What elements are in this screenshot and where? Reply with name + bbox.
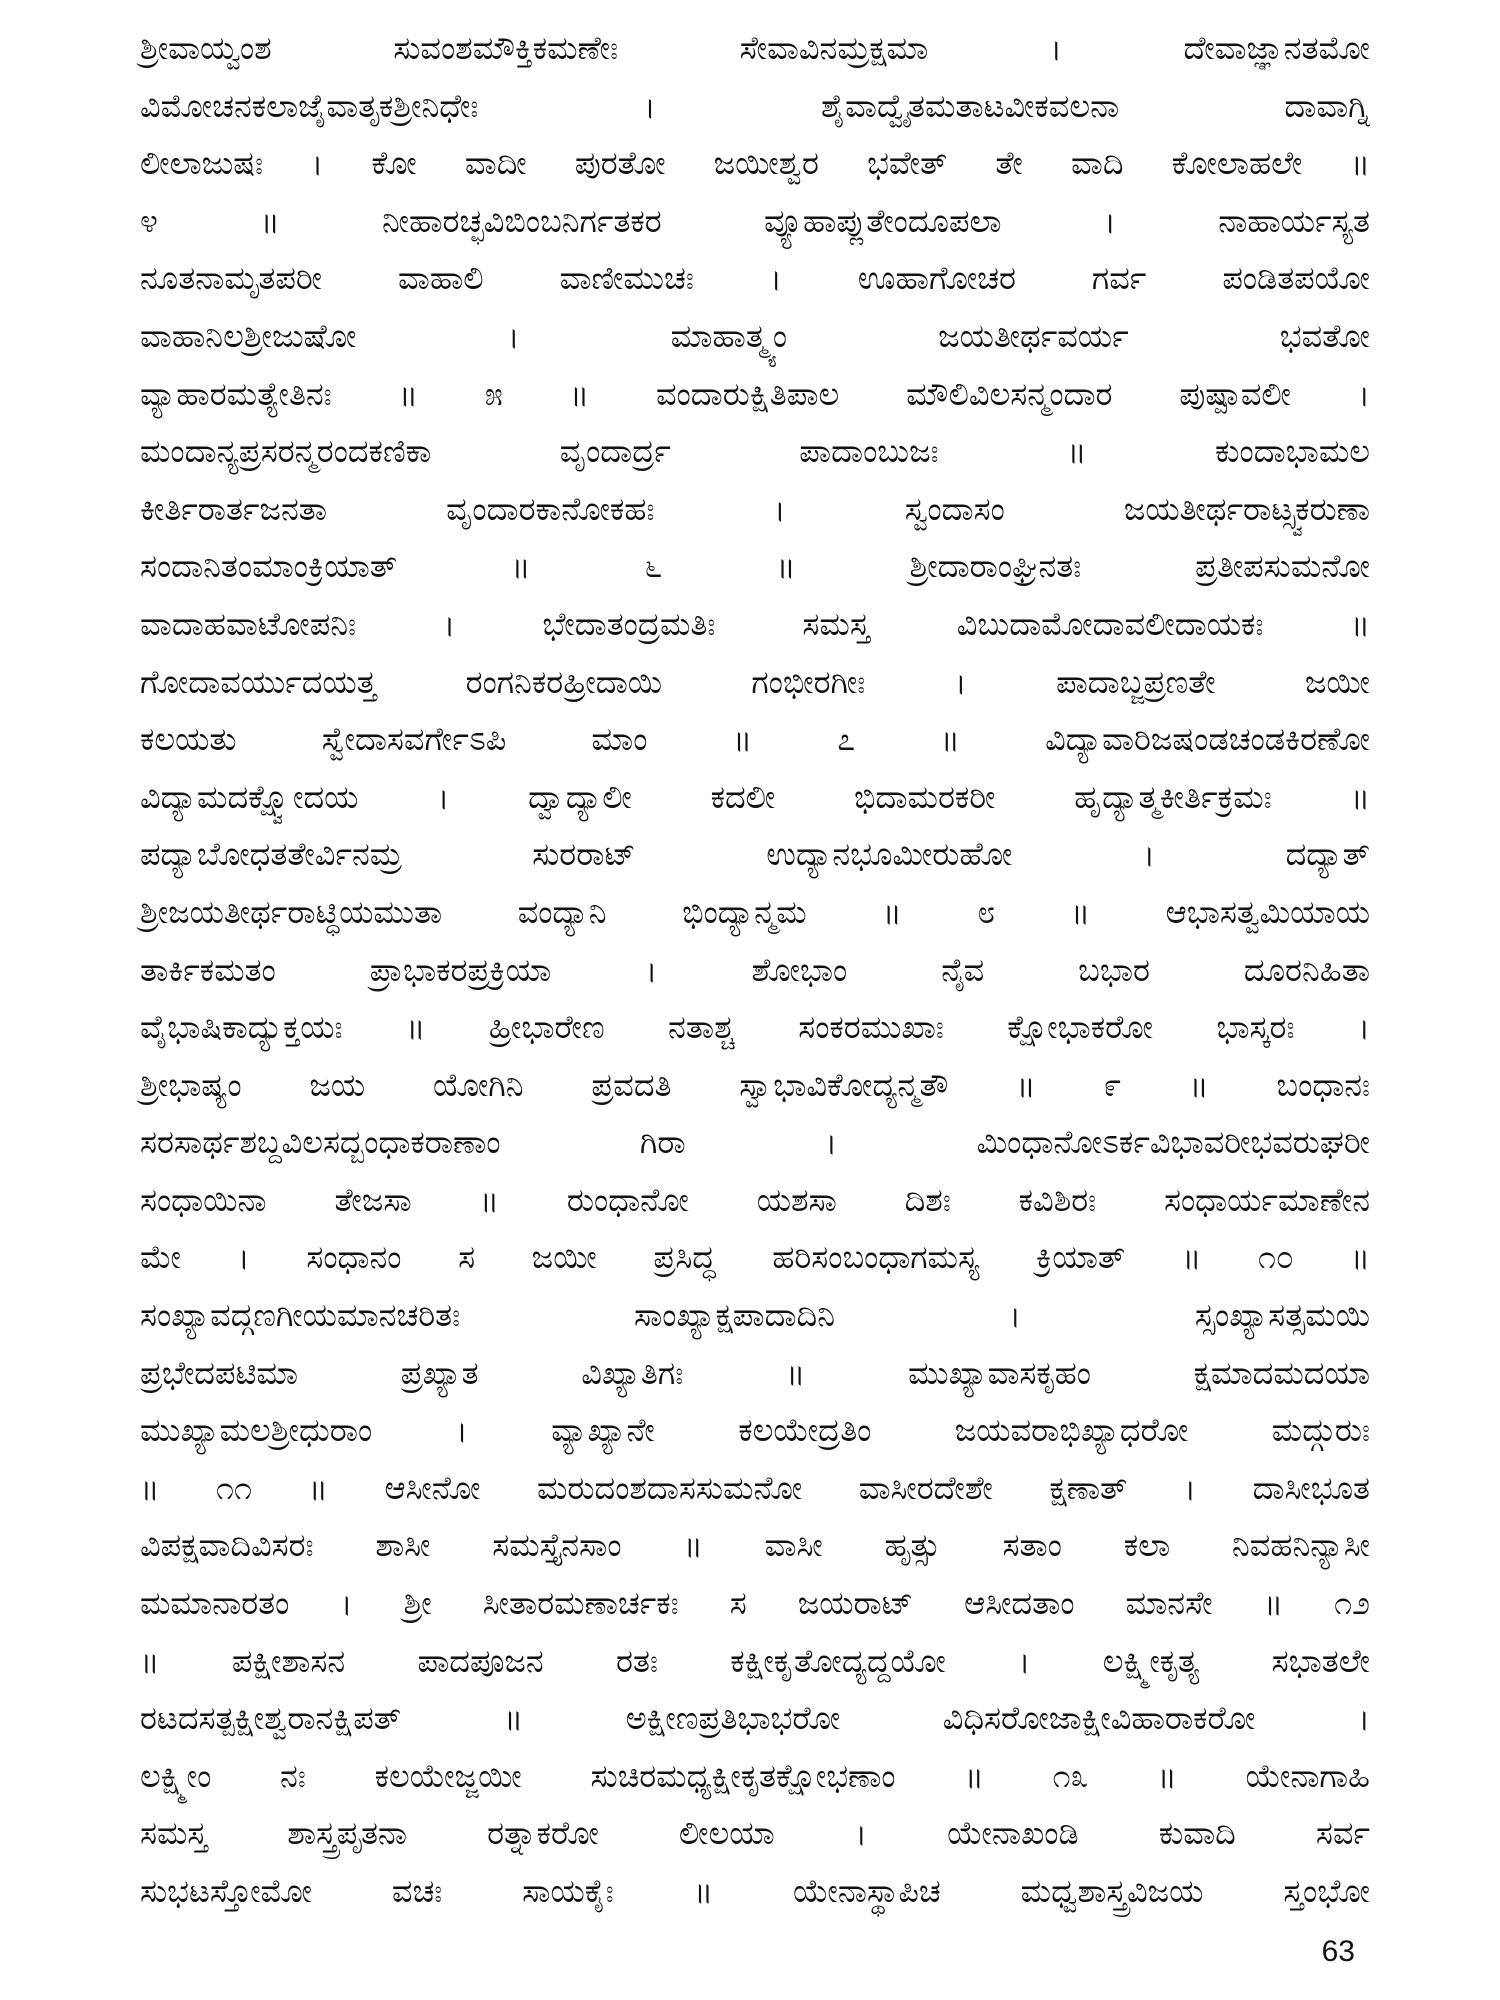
text-line: ಲಕ್ಷ್ಮೀಂ ನಃ ಕಲಯೇಜ್ಜಯೀ ಸುಚಿರಮಧ್ಯಕ್ಷೀಕೃತಕ್ಷೋಭಣಾಂ ॥ ೧೩ ॥ ಯೇನಾಗಾಹಿ	[140, 1756, 1370, 1795]
text-line: ವ್ಯಾಹಾರಮತ್ಯೇತಿನಃ ॥ ೫ ॥ ವಂದಾರುಕ್ಷಿತಿಪಾಲ ಮೌಲಿವಿಲಸನ್ಮಂದಾರ ಪುಷ್ಪಾವಲೀ ।	[140, 374, 1370, 413]
text-line: ಸರಸಾರ್ಥಶಬ್ದವಿಲಸದ್ಬಂಧಾಕರಾಣಾಂ ಗಿರಾ । ಮಿಂಧಾನೋಽರ್ಕವಿಭಾವರೀಭವರುಘರೀ	[140, 1123, 1370, 1162]
text-line: ವಾದಾಹವಾಟೋಪನಿಃ । ಭೇದಾತಂದ್ರಮತಿಃ ಸಮಸ್ತ ವಿಬುದಾಮೋದಾವಲೀದಾಯಕಃ ॥	[140, 604, 1370, 643]
text-line: ೪ ॥ ನೀಹಾರಚ್ಛವಿಬಿಂಬನಿರ್ಗತಕರ ವ್ಯೂಹಾಪ್ಲುತೇಂದೂಪಲಾ । ನಾಹಾರ್ಯಸ್ಯತ	[140, 201, 1370, 240]
text-line: ರಟದಸತ್ಪಕ್ಷೀಶ್ವರಾನಕ್ಷಿಪತ್ ॥ ಅಕ್ಷೀಣಪ್ರತಿಭಾಭರೋ ವಿಧಿಸರೋಜಾಕ್ಷೀವಿಹಾರಾಕರೋ ।	[140, 1699, 1370, 1738]
text-line: ॥ ಪಕ್ಷೀಶಾಸನ ಪಾದಪೂಜನ ರತಃ ಕಕ್ಷೀಕೃತೋದ್ಯದ್ದಯೋ । ಲಕ್ಷ್ಮೀಕೃತ್ಯ ಸಭಾತಲೇ	[140, 1641, 1370, 1680]
text-line: ಸಂಧಾಯಿನಾ ತೇಜಸಾ ॥ ರುಂಧಾನೋ ಯಶಸಾ ದಿಶಃ ಕವಿಶಿರಃ ಸಂಧಾರ್ಯಮಾಣೇನ	[140, 1180, 1370, 1219]
text-line: ಮಮಾನಾರತಂ । ಶ್ರೀ ಸೀತಾರಮಣಾರ್ಚಕಃ ಸ ಜಯರಾಟ್ ಆಸೀದತಾಂ ಮಾನಸೇ ॥ ೧೨	[140, 1584, 1370, 1623]
text-line: ಸಂಖ್ಯಾವದ್ಗಣಗೀಯಮಾನಚರಿತಃ ಸಾಂಖ್ಯಾಕ್ಷಪಾದಾದಿನಿ । ಸ್ಸಂಖ್ಯಾಸತ್ಸಮಯಿ	[140, 1296, 1370, 1335]
text-line: ಪದ್ಯಾಬೋಧತತೇರ್ವಿನಮ್ರ ಸುರರಾಟ್ ಉದ್ಯಾನಭೂಮೀರುಹೋ । ದದ್ಯಾತ್	[140, 835, 1370, 874]
text-line: ವಿಮೋಚನಕಲಾಜೈವಾತೃಕಶ್ರೀನಿಧೇಃ । ಶೈವಾದ್ವೈತಮತಾಟವೀಕವಲನಾ ದಾವಾಗ್ನಿ	[140, 86, 1370, 125]
text-line: ಸುಭಟಸ್ತೋಮೋ ವಚಃ ಸಾಯಕೈಃ ॥ ಯೇನಾಸ್ಥಾಪಿಚ ಮಧ್ವಶಾಸ್ತ್ರವಿಜಯ ಸ್ತಂಭೋ	[140, 1872, 1370, 1910]
text-line: ಸಂದಾನಿತಂಮಾಂಕ್ರಿಯಾತ್ ॥ ೬ ॥ ಶ್ರೀದಾರಾಂಘ್ರಿನತಃ ಪ್ರತೀಪಸುಮನೋ	[140, 547, 1370, 586]
text-line: ಸಮಸ್ತ ಶಾಸ್ತ್ರಪೃತನಾ ರತ್ನಾಕರೋ ಲೀಲಯಾ । ಯೇನಾಖಂಡಿ ಕುವಾದಿ ಸರ್ವ	[140, 1814, 1370, 1853]
text-line: ಮೇ । ಸಂಧಾನಂ ಸ ಜಯೀ ಪ್ರಸಿದ್ಧ ಹರಿಸಂಬಂಧಾಗಮಸ್ಯ ಕ್ರಿಯಾತ್ ॥ ೧೦ ॥	[140, 1238, 1370, 1277]
text-line: ॥ ೧೧ ॥ ಆಸೀನೋ ಮರುದಂಶದಾಸಸುಮನೋ ವಾಸೀರದೇಶೇ ಕ್ಷಣಾತ್ । ದಾಸೀಭೂತ	[140, 1468, 1370, 1507]
text-line: ಮುಖ್ಯಾಮಲಶ್ರೀಧುರಾಂ । ವ್ಯಾಖ್ಯಾನೇ ಕಲಯೇದ್ರತಿಂ ಜಯವರಾಭಿಖ್ಯಾಧರೋ ಮದ್ಗುರುಃ	[140, 1411, 1370, 1450]
text-line: ಗೋದಾವರ್ಯುದಯತ್ತ ರಂಗನಿಕರಹ್ರೀದಾಯಿ ಗಂಭೀರಗೀಃ । ಪಾದಾಬ್ಜಪ್ರಣತೇ ಜಯೀ	[140, 662, 1370, 701]
text-line: ವೈಭಾಷಿಕಾದ್ಯುಕ್ತಯಃ ॥ ಹ್ರೀಭಾರೇಣ ನತಾಶ್ಚ ಸಂಕರಮುಖಾಃ ಕ್ಷೋಭಾಕರೋ ಭಾಸ್ಕರಃ ।	[140, 1008, 1370, 1047]
text-line: ಶ್ರೀಭಾಷ್ಯಂ ಜಯ ಯೋಗಿನಿ ಪ್ರವದತಿ ಸ್ವಾಭಾವಿಕೋದ್ಯನ್ಮತೌ ॥ ೯ ॥ ಬಂಧಾನಃ	[140, 1065, 1370, 1104]
text-line: ತಾರ್ಕಿಕಮತಂ ಪ್ರಾಭಾಕರಪ್ರಕ್ರಿಯಾ । ಶೋಭಾಂ ನೈವ ಬಭಾರ ದೂರನಿಹಿತಾ	[140, 950, 1370, 989]
text-line: ನೂತನಾಮೃತಪರೀ ವಾಹಾಲಿ ವಾಣೀಮುಚಃ । ಊಹಾಗೋಚರ ಗರ್ವ ಪಂಡಿತಪಯೋ	[140, 259, 1370, 298]
page-number: 63	[1321, 1935, 1355, 1968]
text-line: ವಾಹಾನಿಲಶ್ರೀಜುಷೋ । ಮಾಹಾತ್ಮ್ಯಂ ಜಯತೀರ್ಥವರ್ಯ ಭವತೋ	[140, 316, 1370, 355]
text-line: ಶ್ರೀಜಯತೀರ್ಥರಾಟ್ಧಿಯಮುತಾ ವಂದ್ಯಾನಿ ಭಿಂದ್ಯಾನ್ಮಮ ॥ ೮ ॥ ಆಭಾಸತ್ವಮಿಯಾಯ	[140, 892, 1370, 931]
text-line: ಕಲಯತು ಸ್ವೇದಾಸವರ್ಗೇಽಪಿ ಮಾಂ ॥ ೭ ॥ ವಿದ್ಯಾವಾರಿಜಷಂಡಚಂಡಕಿರಣೋ	[140, 720, 1370, 759]
body-text	[140, 20, 1370, 1921]
text-line: ಲೀಲಾಜುಷಃ । ಕೋ ವಾದೀ ಪುರತೋ ಜಯೀಶ್ವರ ಭವೇತ್ ತೇ ವಾದಿ ಕೋಲಾಹಲೇ ॥	[140, 144, 1370, 183]
text-line: ವಿದ್ಯಾಮದಕ್ಷ್ವೋದಯ । ದ್ವಾದ್ಯಾಲೀ ಕದಲೀ ಭಿದಾಮರಕರೀ ಹೃದ್ಯಾತ್ಮಕೀರ್ತಿಕ್ರಮಃ ॥	[140, 777, 1370, 816]
text-line: ಕೀರ್ತಿರಾರ್ತಜನತಾ ವೃಂದಾರಕಾನೋಕಹಃ । ಸ್ವಂದಾಸಂ ಜಯತೀರ್ಥರಾಟ್ಸ್ವಕರುಣಾ	[140, 489, 1370, 528]
text-line: ಶ್ರೀವಾಯ್ವಂಶ ಸುವಂಶಮೌಕ್ತಿಕಮಣೇಃ ಸೇವಾವಿನಮ್ರಕ್ಷಮಾ । ದೇವಾಜ್ಞಾನತಮೋ	[140, 29, 1370, 67]
text-line: ಮಂದಾನ್ಯಪ್ರಸರನ್ಮರಂದಕಣಿಕಾ ವೃಂದಾರ್ದ್ರ ಪಾದಾಂಬುಜಃ ॥ ಕುಂದಾಭಾಮಲ	[140, 432, 1370, 471]
text-line: ವಿಪಕ್ಷವಾದಿವಿಸರಃ ಶಾಸೀ ಸಮಸ್ತೈನಸಾಂ ॥ ವಾಸೀ ಹೃತ್ಸು ಸತಾಂ ಕಲಾ ನಿವಹನಿನ್ಯಾಸೀ	[140, 1526, 1370, 1565]
text-line: ಪ್ರಭೇದಪಟಿಮಾ ಪ್ರಖ್ಯಾತ ವಿಖ್ಯಾತಿಗಃ ॥ ಮುಖ್ಯಾವಾಸಕೃಹಂ ಕ್ಷಮಾದಮದಯಾ	[140, 1353, 1370, 1392]
